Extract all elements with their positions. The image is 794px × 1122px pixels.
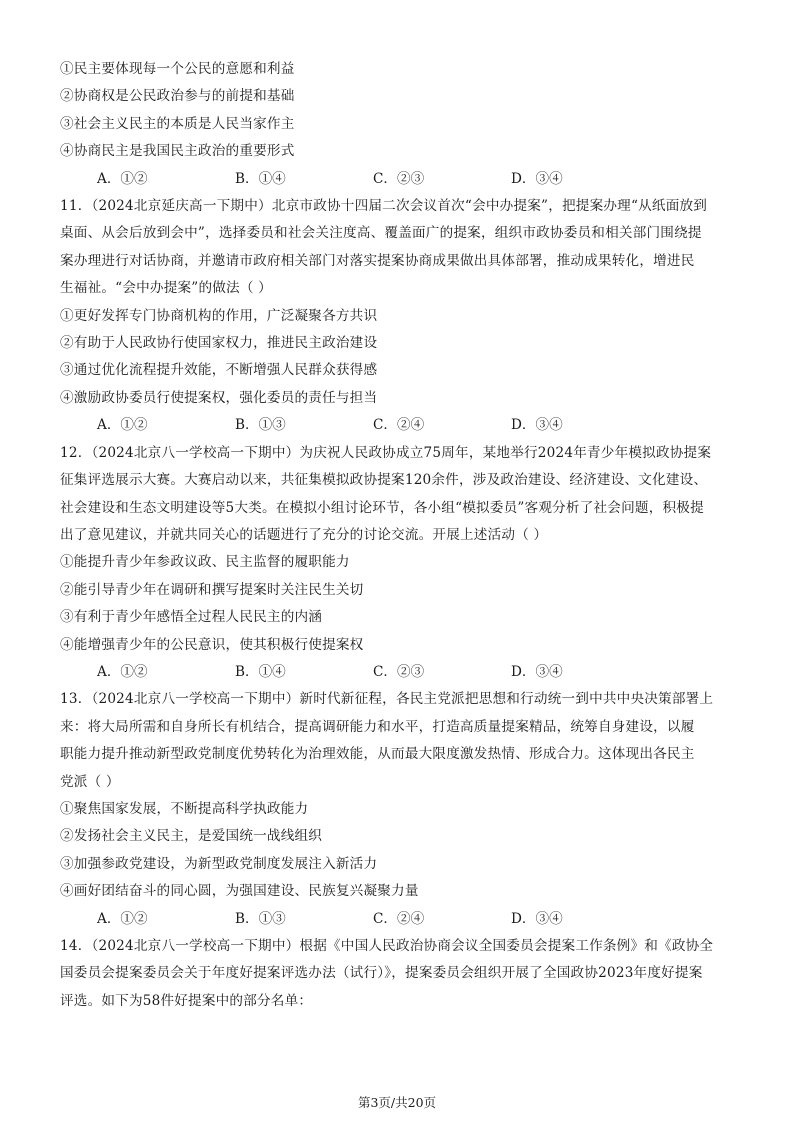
choice-a[interactable]: A．①② bbox=[97, 910, 148, 927]
question-stem-line: 评选。如下为58件好提案中的部分名单： bbox=[60, 992, 313, 1009]
question-stem-line: 征集评选展示大赛。大赛启动以来，共征集模拟政协提案120余件，涉及政治建设、经济建设、文化建设、 bbox=[60, 472, 708, 489]
page-content bbox=[60, 56, 750, 1015]
choice-d[interactable]: D．③④ bbox=[511, 170, 563, 187]
option-item: ③加强参政党建设，为新型政党制度发展注入新活力 bbox=[60, 855, 378, 872]
option-item: ②协商权是公民政治参与的前提和基础 bbox=[60, 88, 295, 105]
answer-choices bbox=[60, 412, 750, 439]
option-item: ②发扬社会主义民主，是爱国统一战线组织 bbox=[60, 828, 323, 845]
choice-c[interactable]: C．②④ bbox=[373, 417, 425, 434]
question-stem-line: 案办理进行对话协商，并邀请市政府相关部门对落实提案协商成果做出具体部署，推动成果转化，增进民 bbox=[60, 252, 695, 269]
option-item: ④协商民主是我国民主政治的重要形式 bbox=[60, 143, 295, 160]
choice-d[interactable]: D．③④ bbox=[511, 663, 563, 680]
choice-b[interactable]: B．①④ bbox=[235, 170, 286, 187]
question-stem-line: 国委员会提案委员会关于年度好提案评选办法（试行）》，提案委员会组织开展了全国政协2023年度好提案 bbox=[60, 965, 703, 982]
question-stem-line: 13．（2024北京八一学校高一下期中）新时代新征程，各民主党派把思想和行动统一到中共中央决策部署上 bbox=[60, 691, 714, 708]
question-stem-line: 11．（2024北京延庆高一下期中）北京市政协十四届二次会议首次“会中办提案”，把提案办理“从纸面放到 bbox=[60, 198, 708, 215]
choice-b[interactable]: B．①③ bbox=[235, 910, 286, 927]
option-item: ①聚焦国家发展，不断提高科学执政能力 bbox=[60, 800, 309, 817]
answer-choices bbox=[60, 166, 750, 193]
option-item: ②有助于人民政协行使国家权力，推进民主政治建设 bbox=[60, 335, 378, 352]
option-item: ③有利于青少年感悟全过程人民民主的内涵 bbox=[60, 609, 323, 626]
answer-choices bbox=[60, 659, 750, 686]
question-14 bbox=[60, 933, 750, 1015]
option-item: ③通过优化流程提升效能，不断增强人民群众获得感 bbox=[60, 362, 378, 379]
question-stem-line: 14．（2024北京八一学校高一下期中）根据《中国人民政治协商会议全国委员会提案工作条例》和《政协全 bbox=[60, 938, 714, 954]
question-stem-line: 职能力提升推动新型政党制度优势转化为治理效能，从而最大限度激发热情、形成合力。这体现出各民主 bbox=[60, 746, 695, 763]
choice-a[interactable]: A．①② bbox=[97, 417, 148, 434]
question-stem-line: 12．（2024北京八一学校高一下期中）为庆祝人民政协成立75周年，某地举行2024年青少年模拟政协提案 bbox=[60, 444, 712, 461]
choice-b[interactable]: B．①④ bbox=[235, 663, 286, 680]
question-13 bbox=[60, 686, 750, 933]
question-11 bbox=[60, 193, 750, 440]
option-item: ②能引导青少年在调研和撰写提案时关注民生关切 bbox=[60, 581, 364, 598]
choice-c[interactable]: C．②③ bbox=[373, 170, 425, 187]
option-item: ①更好发挥专门协商机构的作用，广泛凝聚各方共识 bbox=[60, 307, 378, 324]
question-stem-line: 来：将大局所需和自身所长有机结合，提高调研能力和水平，打造高质量提案精品，统筹自身建设，以履 bbox=[60, 718, 695, 735]
option-item: ③社会主义民主的本质是人民当家作主 bbox=[60, 115, 295, 132]
question-12 bbox=[60, 440, 750, 687]
choice-b[interactable]: B．①③ bbox=[235, 417, 286, 434]
choice-a[interactable]: A．①② bbox=[97, 170, 148, 187]
option-item: ④激励政协委员行使提案权，强化委员的责任与担当 bbox=[60, 389, 378, 406]
choice-d[interactable]: D．③④ bbox=[511, 910, 563, 927]
question-10-items bbox=[60, 56, 750, 166]
question-stem-line: 出了意见建议，并就共同关心的话题进行了充分的讨论交流。开展上述活动（ ） bbox=[60, 526, 548, 543]
question-stem-line: 党派（ ） bbox=[60, 773, 120, 790]
option-item: ①能提升青少年参政议政、民主监督的履职能力 bbox=[60, 554, 350, 571]
question-stem-line: 生福祉。“会中办提案”的做法（ ） bbox=[60, 280, 272, 297]
choice-a[interactable]: A．①② bbox=[97, 663, 148, 680]
answer-choices bbox=[60, 906, 750, 933]
choice-d[interactable]: D．③④ bbox=[511, 417, 563, 434]
choice-c[interactable]: C．②③ bbox=[373, 663, 425, 680]
option-item: ①民主要体现每一个公民的意愿和利益 bbox=[60, 61, 295, 77]
option-item: ④能增强青少年的公民意识，使其积极行使提案权 bbox=[60, 636, 364, 653]
choice-c[interactable]: C．②④ bbox=[373, 910, 425, 927]
option-item: ④画好团结奋斗的同心圆，为强国建设、民族复兴凝聚力量 bbox=[60, 883, 419, 900]
page-number: 第3页/共20页 bbox=[357, 1095, 437, 1110]
question-stem-line: 社会建设和生态文明建设等5大类。在模拟小组讨论环节，各小组“模拟委员”客观分析了社会问题，积极提 bbox=[60, 499, 704, 516]
question-stem-line: 桌面、从会后放到会中”，选择委员和社会关注度高、覆盖面广的提案，组织市政协委员和相关部门围绕提 bbox=[60, 225, 702, 242]
